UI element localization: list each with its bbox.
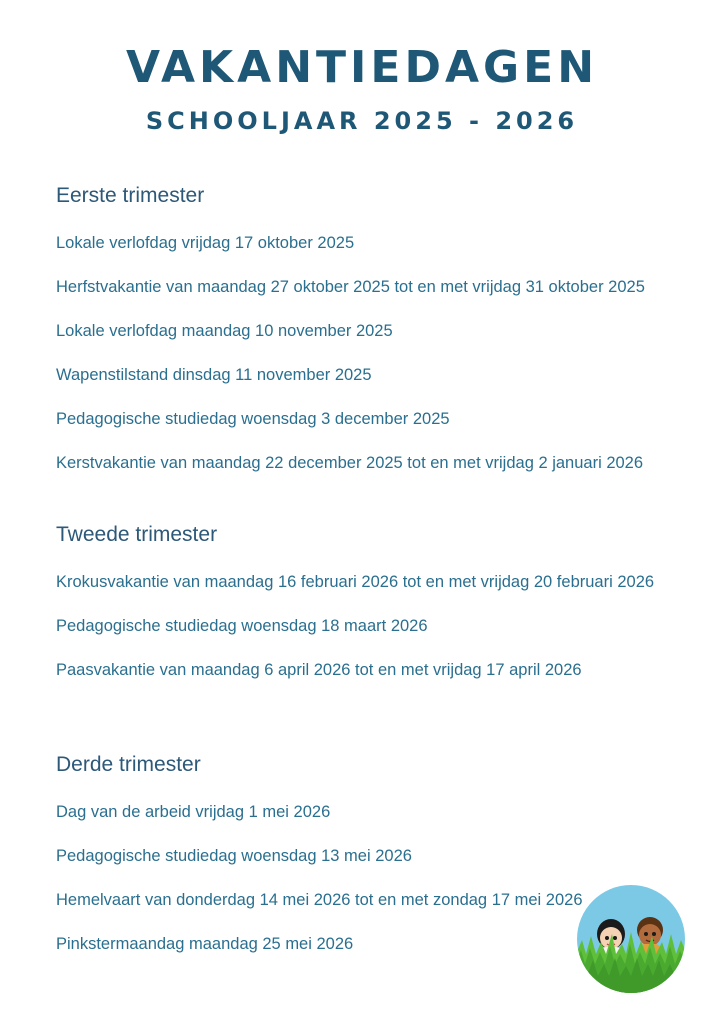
section-tweede-trimester	[56, 521, 656, 681]
page-subtitle: SCHOOLJAAR 2025 - 2026	[145, 107, 579, 135]
list-item: Wapenstilstand dinsdag 11 november 2025	[56, 366, 372, 384]
section-derde-trimester	[56, 751, 656, 955]
list-item: Paasvakantie van maandag 6 april 2026 tot en met vrijdag 17 april 2026	[56, 661, 582, 679]
section-title: Eerste trimester	[56, 184, 205, 207]
list-item: Hemelvaart van donderdag 14 mei 2026 tot en met zondag 17 mei 2026	[56, 891, 583, 909]
holiday-list	[56, 232, 656, 474]
section-eerste-trimester	[56, 182, 656, 474]
list-item: Dag van de arbeid vrijdag 1 mei 2026	[56, 803, 331, 821]
list-item: Lokale verlofdag vrijdag 17 oktober 2025	[56, 234, 355, 252]
holiday-list	[56, 801, 656, 955]
list-item: Pinkstermaandag maandag 25 mei 2026	[56, 935, 354, 953]
list-item: Kerstvakantie van maandag 22 december 2025 tot en met vrijdag 2 januari 2026	[56, 454, 644, 472]
list-item: Pedagogische studiedag woensdag 13 mei 2026	[56, 847, 412, 865]
list-item: Pedagogische studiedag woensdag 3 december 2025	[56, 410, 450, 428]
holiday-list	[56, 571, 656, 681]
children-in-grass-icon	[576, 884, 686, 994]
list-item: Herfstvakantie van maandag 27 oktober 2025 tot en met vrijdag 31 oktober 2025	[56, 278, 645, 296]
list-item: Pedagogische studiedag woensdag 18 maart 2026	[56, 617, 428, 635]
section-title: Tweede trimester	[56, 523, 218, 546]
section-title: Derde trimester	[56, 753, 201, 776]
list-item: Lokale verlofdag maandag 10 november 2025	[56, 322, 393, 340]
header	[0, 38, 724, 138]
list-item: Krokusvakantie van maandag 16 februari 2026 tot en met vrijdag 20 februari 2026	[56, 573, 655, 591]
page-title: VAKANTIEDAGEN	[125, 42, 599, 93]
